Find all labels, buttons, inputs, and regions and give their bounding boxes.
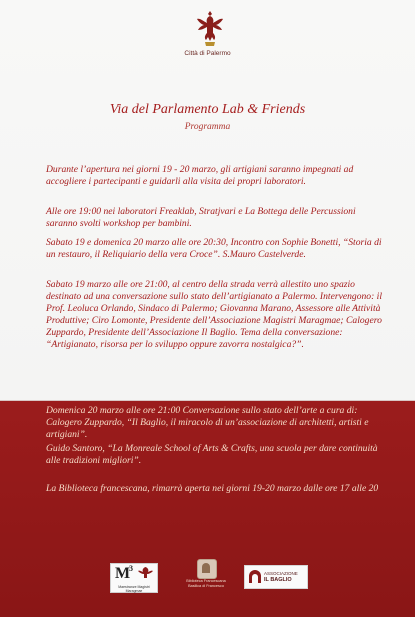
biblioteca-logo: [188, 559, 224, 593]
city-name: Città di Palermo: [184, 50, 231, 57]
baglio-label-line1: ASSOCIAZIONE: [264, 571, 298, 576]
paragraph-biblioteca: La Biblioteca francescana, rimarrà aperta nei giorni 19-20 marzo dalle ore 17 alle 20: [46, 483, 379, 494]
baglio-logo: [244, 565, 308, 589]
paragraph-conversazione: Sabato 19 marzo alle ore 21:00, al centro della strada verrà allestito uno spazio destinato ad una conversazione sullo stato dell’artigianato a Palermo. Intervengono: il Prof. Leoluca Orlando, Sindaco di Palermo; Giovanna Marano, Assessore alle Attività Produttive; Ciro Lomonte, Presidente dell’Associazione Magistri Maragmae; Calogero Zuppardo, Presidente dell’Associazione Il Baglio. Tema della conversazione: “Artigianato, risorsa per lo sviluppo oppure zavorra nostalgica?”.: [46, 279, 383, 350]
paragraph-domenica: Domenica 20 marzo alle ore 21:00 Conversazione sullo stato dell’arte a cura di: Calogero Zuppardo, “Il Baglio, il miracolo di un’associazione di architetti, artisti e artigiani”.: [46, 405, 369, 440]
paragraph-workshop: Alle ore 19:00 nei laboratori Freaklab, Stratjvari e La Bottega delle Percussioni saranno svolti workshop per bambini.: [46, 206, 356, 229]
sponsor-logos: [0, 563, 415, 593]
magistri-number: 3: [129, 564, 133, 573]
paragraph-apertura: Durante l’apertura nei giorni 19 - 20 marzo, gli artigiani saranno impegnati ad accogliere i partecipanti e guidarli alla visita dei propri laboratori.: [46, 164, 354, 187]
biblioteca-caption: Biblioteca Francescana Basilica di Francesco: [186, 579, 226, 588]
poster-title: Via del Parlamento Lab & Friends: [109, 102, 306, 117]
poster-subtitle: Programma: [184, 122, 231, 132]
eagle-emblem-icon: [195, 9, 225, 49]
magistri-caption: Maestranze Magistri Maragmae: [118, 585, 150, 593]
biblioteca-icon: [197, 559, 217, 579]
magistri-letter: M: [115, 565, 131, 582]
paragraph-incontro: Sabato 19 e domenica 20 marzo alle ore 20:30, Incontro con Sophie Bonetti, “Storia di un restauro, il Reliquiario della vera Croce”. S.Mauro Castelverde.: [46, 237, 382, 260]
paragraph-santoro: Guido Santoro, “La Monreale School of Arts & Crafts, una scuola per dare continuità alle tradizioni migliori”.: [46, 443, 378, 466]
magistri-logo: [110, 563, 158, 593]
baglio-label-line2: IL BAGLIO: [264, 577, 292, 583]
magistri-crest-icon: [138, 566, 153, 580]
baglio-arch-icon: [249, 570, 261, 583]
